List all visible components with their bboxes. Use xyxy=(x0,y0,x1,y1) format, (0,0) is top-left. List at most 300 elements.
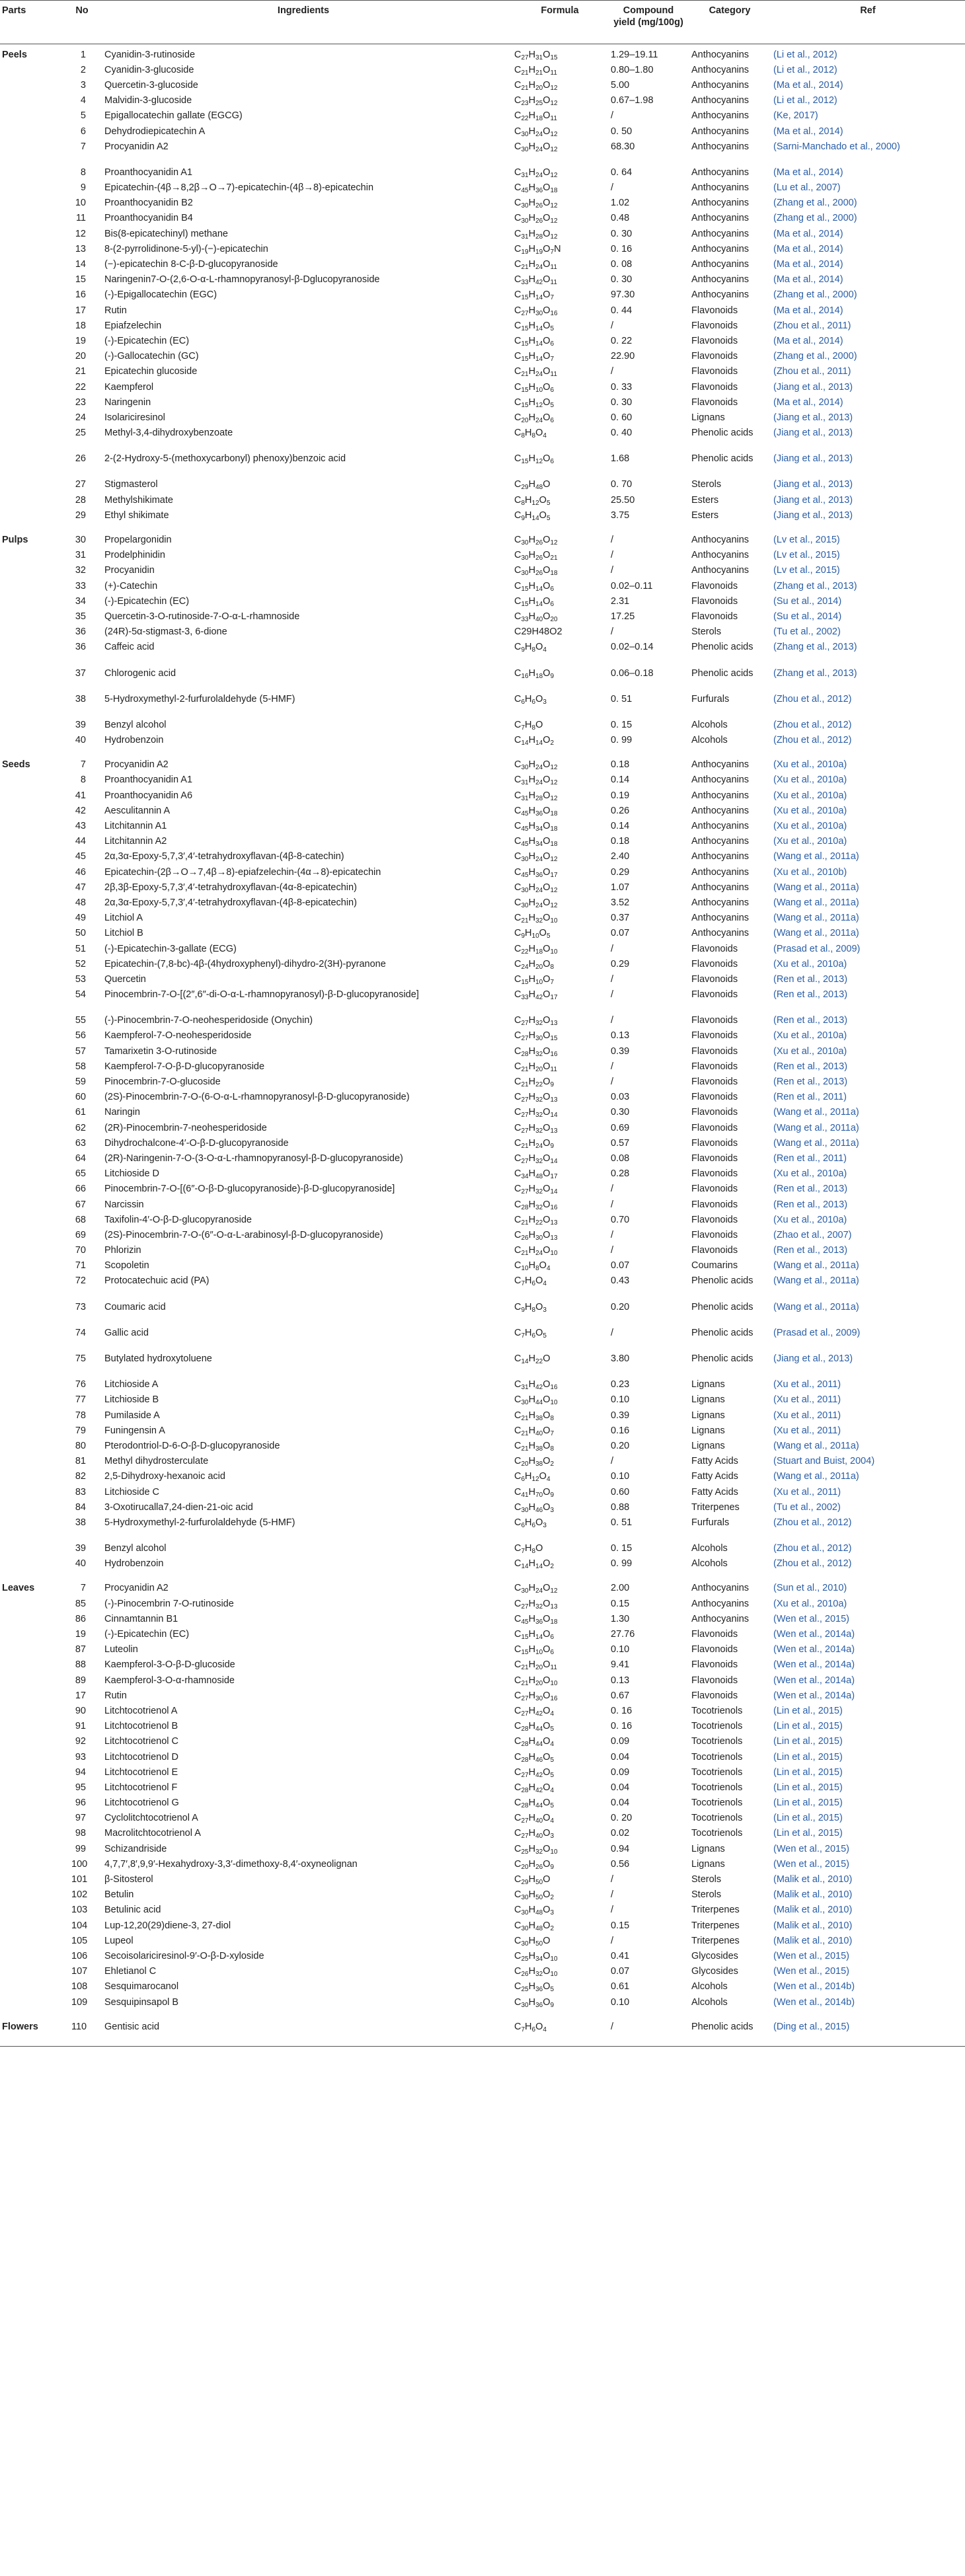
compound-yield: 0.29 xyxy=(611,866,630,878)
reference-link[interactable]: (Xu et al., 2011) xyxy=(773,1410,841,1421)
table-row xyxy=(0,274,965,289)
reference-link[interactable]: (Jiang et al., 2013) xyxy=(773,494,853,506)
reference-link[interactable]: (Ma et al., 2014) xyxy=(773,228,843,239)
reference-link[interactable]: (Ren et al., 2013) xyxy=(773,989,848,1001)
table-row xyxy=(0,718,965,734)
reference-link[interactable]: (Zhou et al., 2011) xyxy=(773,320,851,331)
row-number: 26 xyxy=(75,453,86,465)
part-label xyxy=(0,1352,69,1378)
category: Flavonoids xyxy=(691,397,738,408)
table-row xyxy=(0,319,965,334)
category: Anthocyanins xyxy=(691,535,750,546)
row-number: 81 xyxy=(75,1456,86,1467)
compound-yield: 0.09 xyxy=(611,1766,630,1778)
part-label xyxy=(0,1516,69,1542)
row-number: 54 xyxy=(75,989,86,1001)
reference-link[interactable]: (Xu et al., 2010a) xyxy=(773,1045,847,1057)
reference-link[interactable]: (Zhou et al., 2012) xyxy=(773,1543,852,1554)
table-row xyxy=(0,693,965,718)
reference-link[interactable]: (Wen et al., 2014b) xyxy=(773,1981,855,1992)
reference-link[interactable]: (Ren et al., 2013) xyxy=(773,973,848,985)
reference-link[interactable]: (Li et al., 2012) xyxy=(773,95,837,106)
reference-link[interactable]: (Xu et al., 2010a) xyxy=(773,836,847,847)
table-row xyxy=(0,1781,965,1796)
row-number: 8 xyxy=(80,167,86,178)
part-label: Seeds xyxy=(2,759,30,771)
reference-link[interactable]: (Wen et al., 2014a) xyxy=(773,1629,855,1640)
ingredient-name: 2-(2-Hydroxy-5-(methoxycarbonyl) phenoxy)benzoic acid xyxy=(104,453,346,465)
compound-yield: 0.03 xyxy=(611,1092,630,1103)
part-label xyxy=(0,804,69,819)
table-row xyxy=(0,1950,965,1965)
ingredient-name: (2S)-Pinocembrin-7-O-(6″-O-α-L-arabinosyl-β-D-glucopyranoside) xyxy=(104,1229,383,1240)
formula: $C_{28}H_{32}O_{16}$ xyxy=(514,1199,558,1211)
reference-link[interactable]: (Zhou et al., 2011) xyxy=(773,366,851,377)
formula: $C_{15}H_{14}O_6$ xyxy=(514,1629,555,1642)
reference-link[interactable]: (Jiang et al., 2013) xyxy=(773,510,853,521)
part-label xyxy=(0,1751,69,1766)
reference-link[interactable]: (Ren et al., 2013) xyxy=(773,1061,848,1072)
compound-yield: / xyxy=(611,550,614,561)
category: Flavonoids xyxy=(691,351,738,362)
row-number: 38 xyxy=(75,693,86,704)
reference-link[interactable]: (Xu et al., 2011) xyxy=(773,1379,841,1390)
reference-link[interactable]: (Malik et al., 2010) xyxy=(773,1920,853,1931)
reference-link[interactable]: (Ma et al., 2014) xyxy=(773,126,843,137)
reference-link[interactable]: (Zhou et al., 2012) xyxy=(773,1558,852,1570)
reference-link[interactable]: (Ren et al., 2013) xyxy=(773,1077,848,1088)
reference-link[interactable]: (Wang et al., 2011a) xyxy=(773,928,859,939)
table-row xyxy=(0,1060,965,1075)
reference-link[interactable]: (Zhou et al., 2012) xyxy=(773,1517,852,1528)
reference-link[interactable]: (Wang et al., 2011a) xyxy=(773,851,859,862)
reference-link[interactable]: (Zhou et al., 2012) xyxy=(773,719,852,730)
row-number: 57 xyxy=(75,1045,86,1057)
compound-yield: 0. 99 xyxy=(611,1558,633,1570)
reference-link[interactable]: (Jiang et al., 2013) xyxy=(773,381,853,393)
reference-link[interactable]: (Ma et al., 2014) xyxy=(773,79,843,91)
formula: $C_{27}H_{30}O_{16}$ xyxy=(514,1690,558,1702)
row-number: 43 xyxy=(75,821,86,832)
ingredient-name: Quercetin-3-glucoside xyxy=(104,79,198,91)
formula: $C_{31}H_{24}O_{12}$ xyxy=(514,775,558,787)
row-number: 74 xyxy=(75,1327,86,1338)
category: Tocotrienols xyxy=(691,1766,743,1778)
row-number: 2 xyxy=(80,64,86,75)
category: Anthocyanins xyxy=(691,198,750,209)
ingredient-name: (−)-epicatechin 8-C-β-D-glucopyranoside xyxy=(104,259,278,270)
reference-link[interactable]: (Xu et al., 2011) xyxy=(773,1394,841,1406)
part-label xyxy=(0,667,69,693)
ingredient-name: Naringin xyxy=(104,1107,140,1118)
reference-link[interactable]: (Ren et al., 2013) xyxy=(773,1199,848,1210)
reference-link[interactable]: (Xu et al., 2010a) xyxy=(773,759,847,771)
table-row xyxy=(0,304,965,319)
part-label xyxy=(0,958,69,973)
compound-yield: / xyxy=(611,1327,614,1338)
formula: $C_{30}H_{44}O_{10}$ xyxy=(514,1394,558,1407)
reference-link[interactable]: (Su et al., 2014) xyxy=(773,595,842,607)
reference-link[interactable]: (Ma et al., 2014) xyxy=(773,167,843,178)
formula: $C_7H_6O_4$ xyxy=(512,2011,608,2047)
table-row xyxy=(0,881,965,896)
reference-link[interactable]: (Lin et al., 2015) xyxy=(773,1813,843,1824)
reference-link[interactable]: (Ma et al., 2014) xyxy=(773,259,843,270)
reference-link[interactable]: (Xu et al., 2011) xyxy=(773,1425,841,1436)
ingredient-name: 8-(2-pyrrolidinone-5-yl)-(−)-epicatechin xyxy=(104,243,268,254)
ingredient-name: Caffeic acid xyxy=(104,642,155,653)
ingredient-name: Betulin xyxy=(104,1889,134,1901)
part-label xyxy=(0,912,69,927)
ingredient-name: Procyanidin A2 xyxy=(104,759,169,771)
reference-link[interactable]: (Wang et al., 2011a) xyxy=(773,1260,859,1271)
category: Flavonoids xyxy=(691,305,738,316)
formula: $C_{25}H_{36}O_5$ xyxy=(514,1981,555,1994)
part-label xyxy=(0,1873,69,1888)
reference-link[interactable]: (Jiang et al., 2013) xyxy=(773,479,853,490)
part-label xyxy=(0,942,69,958)
ingredient-name: Kaempferol xyxy=(104,381,154,393)
table-row xyxy=(0,595,965,610)
reference-link[interactable]: (Zhou et al., 2012) xyxy=(773,693,852,704)
category: Flavonoids xyxy=(691,381,738,393)
ingredient-name: 3-Oxotirucalla7,24-dien-21-oic acid xyxy=(104,1501,253,1513)
reference-link[interactable]: (Xu et al., 2010a) xyxy=(773,1030,847,1042)
category: Phenolic acids xyxy=(691,642,753,653)
row-number: 83 xyxy=(75,1486,86,1497)
reference-link[interactable]: (Wang et al., 2011a) xyxy=(773,1137,859,1149)
reference-link[interactable]: (Xu et al., 2010a) xyxy=(773,1214,847,1225)
ingredient-name: Litchtocotrienol A xyxy=(104,1705,178,1716)
part-label xyxy=(0,1950,69,1965)
reference-link[interactable]: (Ma et al., 2014) xyxy=(773,397,843,408)
reference-link[interactable]: (Ren et al., 2011) xyxy=(773,1153,847,1164)
ingredient-name: 5-Hydroxymethyl-2-furfurolaldehyde (5-HMF) xyxy=(104,693,295,704)
reference-link[interactable]: (Ma et al., 2014) xyxy=(773,335,843,346)
part-label xyxy=(0,595,69,610)
part-label xyxy=(0,1889,69,1904)
row-number: 38 xyxy=(75,1517,86,1528)
row-number: 1 xyxy=(80,49,86,60)
reference-link[interactable]: (Malik et al., 2010) xyxy=(773,1874,853,1885)
row-number: 37 xyxy=(75,667,86,679)
reference-link[interactable]: (Ding et al., 2015) xyxy=(771,2011,965,2047)
table-row xyxy=(0,197,965,212)
row-number: 21 xyxy=(75,366,86,377)
reference-link[interactable]: (Ma et al., 2014) xyxy=(773,243,843,254)
compound-yield: 0.13 xyxy=(611,1675,630,1686)
row-number: 58 xyxy=(75,1061,86,1072)
table-row xyxy=(0,1244,965,1260)
compound-yield: 0.10 xyxy=(611,1394,630,1406)
reference-link[interactable]: (Wang et al., 2011a) xyxy=(773,1107,859,1118)
reference-link[interactable]: (Wang et al., 2011a) xyxy=(773,1275,859,1287)
ingredient-name: Rutin xyxy=(104,1690,127,1701)
reference-link[interactable]: (Malik et al., 2010) xyxy=(773,1905,853,1916)
reference-link[interactable]: (Xu et al., 2010a) xyxy=(773,1598,847,1609)
reference-link[interactable]: (Jiang et al., 2013) xyxy=(773,428,853,439)
category: Flavonoids xyxy=(691,1015,738,1026)
reference-link[interactable]: (Lin et al., 2015) xyxy=(773,1782,843,1793)
reference-link[interactable]: (Wen et al., 2014a) xyxy=(773,1659,855,1671)
table-row xyxy=(0,1352,965,1378)
category: Lignans xyxy=(691,1410,725,1421)
reference-link[interactable]: (Sarni-Manchado et al., 2000) xyxy=(773,141,900,152)
category: Flavonoids xyxy=(691,1199,738,1210)
category: Anthocyanins xyxy=(691,95,750,106)
formula: $C_{21}H_{24}O_{11}$ xyxy=(514,366,557,379)
reference-link[interactable]: (Wen et al., 2014a) xyxy=(773,1675,855,1686)
table-row xyxy=(0,182,965,197)
formula: $C_{21}H_{24}O_{11}$ xyxy=(514,259,557,272)
part-label xyxy=(0,626,69,641)
part-label xyxy=(0,1213,69,1229)
reference-link[interactable]: (Lin et al., 2015) xyxy=(773,1705,843,1716)
reference-link[interactable]: (Wang et al., 2011a) xyxy=(773,913,859,924)
compound-yield: 0.02 xyxy=(611,1828,630,1839)
row-number: 4 xyxy=(80,95,86,106)
part-label xyxy=(0,1045,69,1060)
reference-link[interactable]: (Su et al., 2014) xyxy=(773,611,842,622)
part-label xyxy=(0,1152,69,1167)
category: Flavonoids xyxy=(691,1061,738,1072)
reference-link[interactable]: (Ren et al., 2013) xyxy=(773,1015,848,1026)
reference-link[interactable]: (Lin et al., 2015) xyxy=(773,1721,843,1732)
reference-link[interactable]: (Wang et al., 2011a) xyxy=(773,882,859,893)
compound-yield: 1.29–19.11 xyxy=(611,49,658,60)
row-number: 52 xyxy=(75,958,86,969)
ingredient-name: Gallic acid xyxy=(104,1327,149,1338)
part-label xyxy=(0,319,69,334)
reference-link[interactable]: (Prasad et al., 2009) xyxy=(773,1327,861,1338)
category: Anthocyanins xyxy=(691,913,750,924)
category: Anthocyanins xyxy=(691,882,750,893)
reference-link[interactable]: (Zhang et al., 2000) xyxy=(773,289,857,301)
part-label xyxy=(0,896,69,911)
reference-link[interactable]: (Prasad et al., 2009) xyxy=(773,943,861,954)
table-row xyxy=(0,819,965,835)
reference-link[interactable]: (Zhang et al., 2000) xyxy=(773,351,857,362)
reference-link[interactable]: (Zhao et al., 2007) xyxy=(773,1229,852,1240)
reference-link[interactable]: (Zhang et al., 2013) xyxy=(773,580,857,591)
reference-link[interactable]: (Zhang et al., 2013) xyxy=(773,667,857,679)
reference-link[interactable]: (Tu et al., 2002) xyxy=(773,626,841,638)
formula: $C_{23}H_{25}O_{12}$ xyxy=(514,95,558,108)
compound-yield: 9.41 xyxy=(611,1659,630,1671)
reference-link[interactable]: (Jiang et al., 2013) xyxy=(773,453,853,465)
compound-yield: 0.18 xyxy=(611,759,630,771)
reference-link[interactable]: (Lv et al., 2015) xyxy=(773,535,840,546)
table-row xyxy=(0,1301,965,1326)
row-number: 78 xyxy=(75,1410,86,1421)
formula: $C_{30}H_{26}O_{12}$ xyxy=(514,198,558,210)
part-label xyxy=(0,1183,69,1198)
category: Tocotrienols xyxy=(691,1721,743,1732)
compound-yield: / xyxy=(611,1061,614,1072)
ingredient-name: (2R)-Pinocembrin-7-neohesperidoside xyxy=(104,1122,267,1133)
ingredient-name: Epicatechin-(4β→8,2β→O→7)-epicatechin-(4β→8)-epicatechin xyxy=(104,182,374,194)
reference-link[interactable]: (Xu et al., 2011) xyxy=(773,1486,841,1497)
table-row xyxy=(0,1934,965,1950)
category: Tocotrienols xyxy=(691,1736,743,1747)
row-number: 18 xyxy=(75,320,86,331)
category: Flavonoids xyxy=(691,366,738,377)
row-number: 56 xyxy=(75,1030,86,1042)
reference-link[interactable]: (Lin et al., 2015) xyxy=(773,1766,843,1778)
reference-link[interactable]: (Malik et al., 2010) xyxy=(773,1889,853,1901)
reference-link[interactable]: (Ma et al., 2014) xyxy=(773,305,843,316)
reference-link[interactable]: (Zhou et al., 2012) xyxy=(773,735,852,746)
row-number: 19 xyxy=(75,1629,86,1640)
compound-yield: 0. 16 xyxy=(611,243,633,254)
category: Anthocyanins xyxy=(691,213,750,224)
ingredient-name: 5-Hydroxymethyl-2-furfurolaldehyde (5-HMF) xyxy=(104,1517,295,1528)
formula: $C_{30}H_{36}O_9$ xyxy=(514,1996,555,2009)
row-number: 96 xyxy=(75,1798,86,1809)
compound-yield: 0.67 xyxy=(611,1690,630,1701)
formula: $C_{33}H_{42}O_{17}$ xyxy=(514,989,558,1002)
category: Lignans xyxy=(691,1379,725,1390)
part-label xyxy=(0,819,69,835)
part-label xyxy=(0,258,69,273)
reference-link[interactable]: (Xu et al., 2010a) xyxy=(773,790,847,801)
category: Furfurals xyxy=(691,693,730,704)
part-label xyxy=(0,1060,69,1075)
reference-link[interactable]: (Jiang et al., 2013) xyxy=(773,412,853,423)
compound-yield: / xyxy=(611,1229,614,1240)
reference-link[interactable]: (Ke, 2017) xyxy=(773,110,818,122)
compound-yield: 5.00 xyxy=(611,79,630,91)
reference-link[interactable]: (Wang et al., 2011a) xyxy=(773,1122,859,1133)
compound-yield: 0.88 xyxy=(611,1501,630,1513)
row-number: 10 xyxy=(75,198,86,209)
reference-link[interactable]: (Lin et al., 2015) xyxy=(773,1736,843,1747)
compound-yield: / xyxy=(611,1077,614,1088)
ingredient-name: Lupeol xyxy=(104,1935,134,1946)
category: Anthocyanins xyxy=(691,1583,750,1594)
part-label: Leaves xyxy=(2,1583,35,1594)
reference-link[interactable]: (Stuart and Buist, 2004) xyxy=(773,1456,875,1467)
reference-link[interactable]: (Wen et al., 2015) xyxy=(773,1858,849,1870)
row-number: 8 xyxy=(80,775,86,786)
reference-link[interactable]: (Xu et al., 2010a) xyxy=(773,1168,847,1180)
row-number: 63 xyxy=(75,1137,86,1149)
reference-link[interactable]: (Xu et al., 2010a) xyxy=(773,775,847,786)
reference-link[interactable]: (Jiang et al., 2013) xyxy=(773,1353,853,1365)
reference-link[interactable]: (Sun et al., 2010) xyxy=(773,1583,847,1594)
row-number: 19 xyxy=(75,335,86,346)
compound-yield: 0.26 xyxy=(611,805,630,816)
table-row xyxy=(0,1858,965,1873)
reference-link[interactable]: (Xu et al., 2010b) xyxy=(773,866,847,878)
row-number: 20 xyxy=(75,351,86,362)
row-number: 97 xyxy=(75,1813,86,1824)
category: Flavonoids xyxy=(691,943,738,954)
ingredient-name: (-)-Epigallocatechin (EGC) xyxy=(104,289,217,301)
reference-link[interactable]: (Lv et al., 2015) xyxy=(773,550,840,561)
table-row xyxy=(0,1827,965,1842)
ingredient-name: (2R)-Naringenin-7-O-(3-O-α-L-rhamnopyranosyl-β-D-glucopyranoside) xyxy=(104,1153,403,1164)
row-number: 42 xyxy=(75,805,86,816)
reference-link[interactable]: (Tu et al., 2002) xyxy=(773,1501,841,1513)
ingredient-name: Isolariciresinol xyxy=(104,412,165,423)
compound-yield: 0. 16 xyxy=(611,1721,633,1732)
compound-yield: 0.43 xyxy=(611,1275,630,1287)
compound-yield: 0.10 xyxy=(611,1644,630,1655)
reference-link[interactable]: (Wen et al., 2014a) xyxy=(773,1644,855,1655)
reference-link[interactable]: (Lin et al., 2015) xyxy=(773,1828,843,1839)
table-row xyxy=(0,453,965,478)
table-row xyxy=(0,989,965,1014)
category: Flavonoids xyxy=(691,1122,738,1133)
reference-link[interactable]: (Ren et al., 2011) xyxy=(773,1092,847,1103)
row-number: 76 xyxy=(75,1379,86,1390)
compound-yield: 1.68 xyxy=(611,453,630,465)
reference-link[interactable]: (Wen et al., 2014b) xyxy=(773,1996,855,2008)
category: Flavonoids xyxy=(691,1245,738,1256)
ingredient-name: Secoisolariciresinol-9′-O-β-D-xyloside xyxy=(104,1950,264,1961)
reference-link[interactable]: (Xu et al., 2010a) xyxy=(773,821,847,832)
reference-link[interactable]: (Xu et al., 2010a) xyxy=(773,958,847,969)
reference-link[interactable]: (Zhang et al., 2000) xyxy=(773,198,857,209)
reference-link[interactable]: (Xu et al., 2010a) xyxy=(773,805,847,816)
reference-link[interactable]: (Wang et al., 2011a) xyxy=(773,1301,859,1312)
table-row xyxy=(0,1486,965,1501)
ingredient-name: (24R)-5α-stigmast-3, 6-dione xyxy=(104,626,227,638)
formula: $C_9H_{10}O_5$ xyxy=(514,928,551,940)
reference-link[interactable]: (Wen et al., 2015) xyxy=(773,1613,849,1624)
table-row xyxy=(0,942,965,958)
row-number: 105 xyxy=(71,1935,88,1946)
reference-link[interactable]: (Ma et al., 2014) xyxy=(773,274,843,285)
reference-link[interactable]: (Li et al., 2012) xyxy=(773,49,837,60)
ingredient-name: 4,7,7′,8′,9,9′-Hexahydroxy-3,3′-dimethoxy-8,4′-oxyneolignan xyxy=(104,1858,358,1870)
compound-yield: 0.02–0.14 xyxy=(611,642,654,653)
reference-link[interactable]: (Wen et al., 2015) xyxy=(773,1950,849,1961)
reference-link[interactable]: (Lin et al., 2015) xyxy=(773,1751,843,1762)
reference-link[interactable]: (Ren et al., 2013) xyxy=(773,1245,848,1256)
reference-link[interactable]: (Zhang et al., 2000) xyxy=(773,213,857,224)
ingredient-name: Proanthocyanidin A6 xyxy=(104,790,193,801)
part-label xyxy=(0,140,69,166)
reference-link[interactable]: (Li et al., 2012) xyxy=(773,64,837,75)
reference-link[interactable]: (Wang et al., 2011a) xyxy=(773,897,859,908)
reference-link[interactable]: (Lin et al., 2015) xyxy=(773,1798,843,1809)
category: Anthocyanins xyxy=(691,897,750,908)
reference-link[interactable]: (Zhang et al., 2013) xyxy=(773,642,857,653)
reference-link[interactable]: (Wen et al., 2015) xyxy=(773,1843,849,1854)
compound-yield: 22.90 xyxy=(611,351,635,362)
reference-link[interactable]: (Wang et al., 2011a) xyxy=(773,1471,859,1482)
reference-link[interactable]: (Wen et al., 2014a) xyxy=(773,1690,855,1701)
reference-link[interactable]: (Ren et al., 2013) xyxy=(773,1184,848,1195)
reference-link[interactable]: (Malik et al., 2010) xyxy=(773,1935,853,1946)
formula: $C_7H_6O_4$ xyxy=(514,1275,547,1288)
formula: $C_{25}H_{34}O_{10}$ xyxy=(514,1950,558,1963)
table-row xyxy=(0,896,965,911)
row-number: 69 xyxy=(75,1229,86,1240)
reference-link[interactable]: (Lv et al., 2015) xyxy=(773,565,840,576)
formula: $C_{30}H_{48}O_2$ xyxy=(514,1920,555,1932)
reference-link[interactable]: (Wang et al., 2011a) xyxy=(773,1440,859,1451)
compound-yield: 0.15 xyxy=(611,1598,630,1609)
row-number: 16 xyxy=(75,289,86,301)
reference-link[interactable]: (Lu et al., 2007) xyxy=(773,182,841,194)
formula: $C_{29}H_{50}O$ xyxy=(514,1874,551,1887)
compound-yield: 0. 30 xyxy=(611,274,633,285)
reference-link[interactable]: (Wen et al., 2015) xyxy=(773,1966,849,1977)
compound-yield: 0.09 xyxy=(611,1736,630,1747)
